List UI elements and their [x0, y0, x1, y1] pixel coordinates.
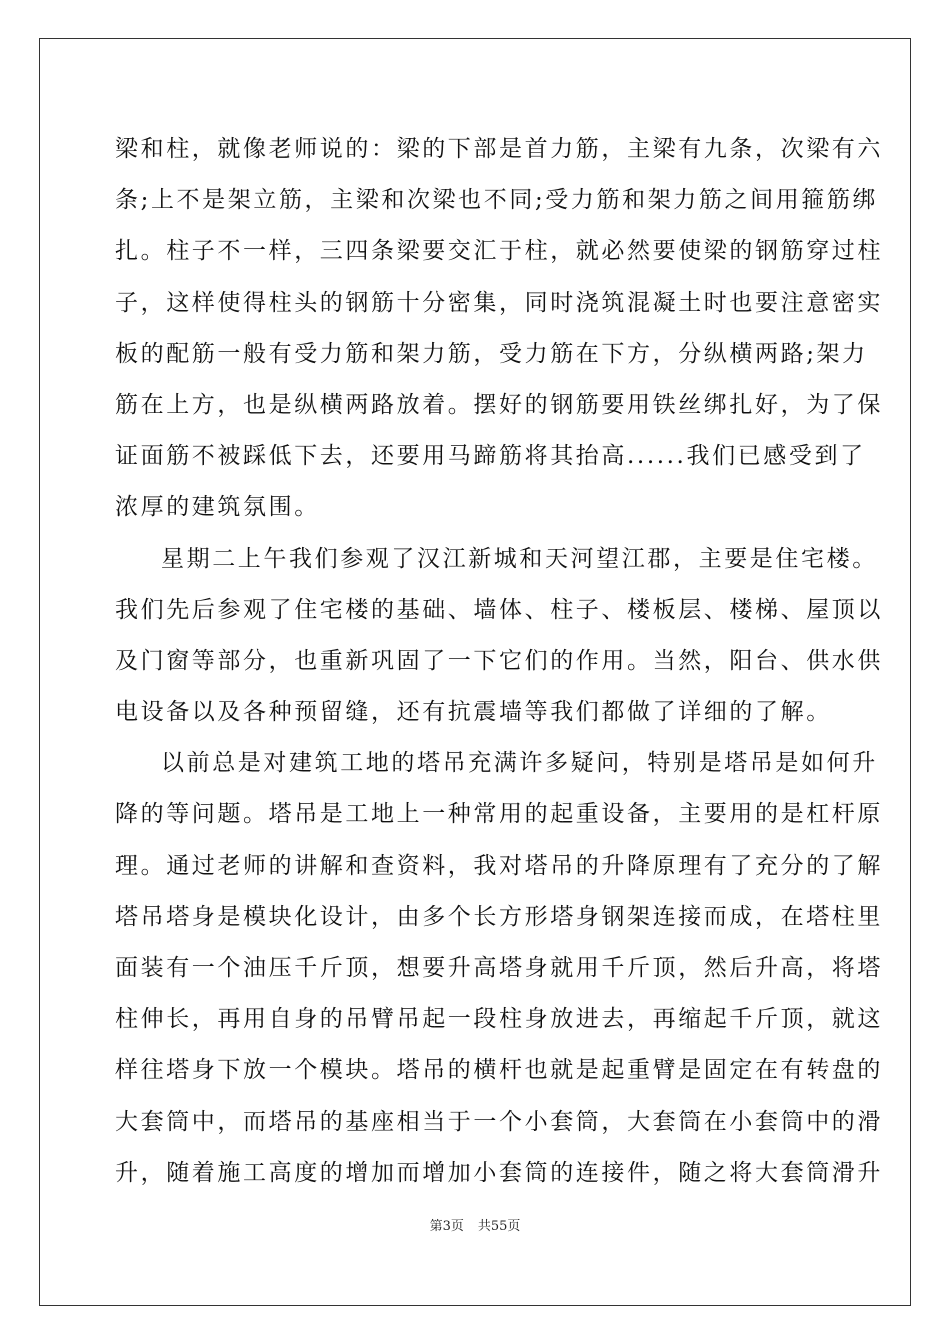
text-line: 面装有一个油压千斤顶，想要升高塔身就用千斤顶，然后升高，将塔	[115, 955, 883, 981]
text-line: 条;上不是架立筋，主梁和次梁也不同;受力筋和架力筋之间用箍筋绑	[115, 187, 879, 214]
text-line: 大套筒中，而塔吊的基座相当于一个小套筒，大套筒在小套筒中的滑	[115, 1108, 883, 1135]
text-line: 子，这样使得柱头的钢筋十分密集，同时浇筑混凝土时也要注意密实	[115, 289, 883, 316]
text-line: 电设备以及各种预留缝，还有抗震墙等我们都做了详细的了解。	[115, 699, 832, 726]
text-line: 样往塔身下放一个模块。塔吊的横杆也就是起重臂是固定在有转盘的	[115, 1057, 883, 1084]
text-line: 筋在上方，也是纵横两路放着。摆好的钢筋要用铁丝绑扎好，为了保	[115, 391, 883, 418]
text-line: 塔吊塔身是模块化设计，由多个长方形塔身钢架连接而成，在塔柱里	[115, 903, 883, 930]
text-line: 柱伸长，再用自身的吊臂吊起一段柱身放进去，再缩起千斤顶，就这	[115, 1006, 883, 1033]
text-line: 理。通过老师的讲解和查资料，我对塔吊的升降原理有了充分的了解	[115, 852, 883, 879]
page-number: 第3页	[429, 1219, 464, 1234]
total-pages: 共55页	[477, 1219, 521, 1234]
page-footer	[0, 1215, 950, 1234]
text-line: 升，随着施工高度的增加而增加小套筒的连接件，随之将大套筒滑升	[115, 1159, 883, 1186]
text-line: 我们先后参观了住宅楼的基础、墙体、柱子、楼板层、楼梯、屋顶以	[115, 596, 883, 623]
text-line: 星期二上午我们参观了汉江新城和天河望江郡，主要是住宅楼。	[161, 545, 878, 572]
text-line: 梁和柱，就像老师说的：梁的下部是首力筋，主梁有九条，次梁有六	[115, 136, 883, 162]
text-line: 浓厚的建筑氛围。	[115, 494, 320, 521]
text-line: 证面筋不被踩低下去，还要用马蹄筋将其抬高......我们已感受到了	[115, 443, 866, 470]
text-line: 板的配筋一般有受力筋和架力筋，受力筋在下方，分纵横两路;架力	[115, 340, 868, 367]
text-line: 降的等问题。塔吊是工地上一种常用的起重设备，主要用的是杠杆原	[115, 801, 883, 828]
text-line: 以前总是对建筑工地的塔吊充满许多疑问，特别是塔吊是如何升	[161, 750, 878, 777]
document-body	[115, 124, 883, 1199]
text-line: 扎。柱子不一样，三四条梁要交汇于柱，就必然要使梁的钢筋穿过柱	[115, 238, 883, 265]
text-line: 及门窗等部分，也重新巩固了一下它们的作用。当然，阳台、供水供	[115, 647, 883, 674]
